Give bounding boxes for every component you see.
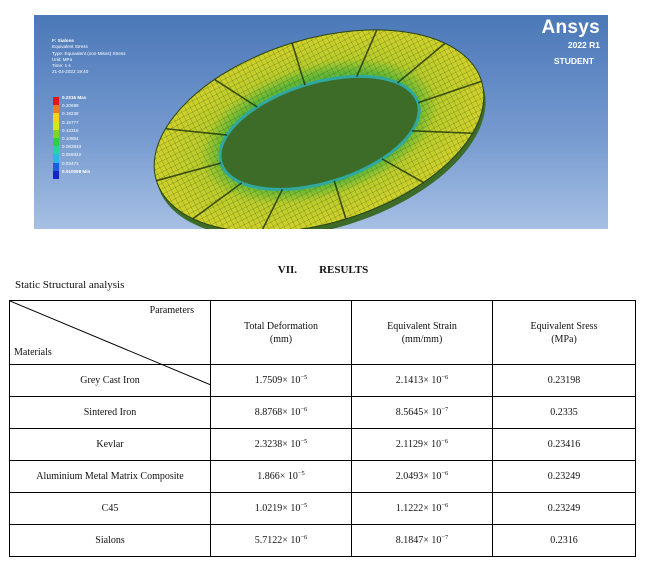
legend-swatch	[53, 97, 59, 105]
column-header-unit: (mm)	[269, 333, 293, 345]
material-name: Aluminium Metal Matrix Composite	[36, 471, 184, 482]
strain-cell	[352, 429, 493, 461]
stress-cell	[493, 525, 636, 557]
legend-swatch	[53, 122, 59, 130]
legend-swatch	[53, 105, 59, 113]
stress-value: 0.2335	[550, 407, 578, 418]
deformation-value: 1.866× 10	[257, 471, 298, 482]
material-name: Grey Cast Iron	[80, 375, 140, 386]
legend-swatch	[53, 138, 59, 146]
material-name: C45	[101, 503, 119, 514]
brand-edition: STUDENT	[553, 56, 594, 66]
brand-version: 2022 R1	[567, 40, 600, 50]
legend-swatch	[53, 146, 59, 154]
section-heading	[0, 264, 646, 276]
parameters-label: Parameters	[149, 305, 194, 316]
stress-cell	[493, 429, 636, 461]
column-header-line1: Equivalent Strain	[387, 320, 457, 332]
deformation-exponent: −5	[297, 470, 305, 477]
legend-swatch	[53, 171, 59, 179]
table-row	[10, 397, 636, 429]
results-table	[9, 300, 636, 557]
ansys-brand	[541, 17, 600, 66]
table-row	[10, 429, 636, 461]
deformation-value: 1.7509× 10	[254, 375, 301, 386]
strain-exponent: −6	[441, 438, 449, 445]
deformation-value: 2.3238× 10	[254, 439, 301, 450]
strain-value: 2.0493× 10	[395, 471, 442, 482]
result-info	[52, 38, 126, 76]
legend-label: 0.13316	[62, 127, 79, 133]
disc-ring	[130, 15, 511, 229]
deformation-exponent: −5	[300, 502, 308, 509]
column-header	[211, 301, 352, 365]
legend-label: 0.10854	[62, 135, 79, 141]
material-name: Sialons	[95, 535, 125, 546]
legend-label: 0.15777	[62, 119, 79, 125]
strain-exponent: −6	[441, 470, 449, 477]
deformation-cell	[211, 397, 352, 429]
stress-cell	[493, 365, 636, 397]
table-row	[10, 493, 636, 525]
strain-value: 2.1413× 10	[395, 375, 442, 386]
material-cell	[10, 397, 211, 429]
deformation-cell	[211, 365, 352, 397]
legend-label: 0.059322	[62, 152, 82, 158]
table-row	[10, 461, 636, 493]
strain-value: 1.1222× 10	[395, 503, 442, 514]
info-result: Equivalent Stress	[52, 44, 88, 50]
info-time: Time: 1 s	[52, 63, 71, 69]
stress-cell	[493, 461, 636, 493]
material-cell	[10, 493, 211, 525]
deformation-exponent: −6	[300, 406, 308, 413]
stress-value: 0.23249	[547, 471, 581, 482]
material-name: Kevlar	[96, 439, 124, 450]
legend-label: 0.20699	[62, 103, 79, 109]
legend-label: 0.010098 Min	[62, 168, 91, 174]
column-header	[352, 301, 493, 365]
ansys-result-figure	[34, 15, 608, 229]
legend-swatch	[53, 163, 59, 171]
legend-label: 0.18238	[62, 111, 79, 117]
stress-cell	[493, 493, 636, 525]
deformation-cell	[211, 525, 352, 557]
strain-exponent: −6	[441, 374, 449, 381]
deformation-exponent: −5	[300, 374, 308, 381]
strain-value: 2.1129× 10	[395, 439, 442, 450]
legend-swatch	[53, 130, 59, 138]
column-header-unit: (mm/mm)	[401, 333, 443, 345]
corner-header-cell	[10, 301, 211, 365]
deformation-exponent: −6	[300, 534, 308, 541]
strain-exponent: −7	[441, 534, 449, 541]
strain-cell	[352, 493, 493, 525]
strain-value: 8.5645× 10	[395, 407, 442, 418]
strain-exponent: −7	[441, 406, 449, 413]
column-header	[493, 301, 636, 365]
info-unit: Unit: MPa	[52, 56, 73, 62]
brand-logo: Ansys	[541, 17, 600, 38]
material-cell	[10, 461, 211, 493]
strain-exponent: −6	[441, 502, 449, 509]
subheading: Static Structural analysis	[15, 279, 125, 291]
material-name: Sintered Iron	[83, 407, 137, 418]
strain-cell	[352, 461, 493, 493]
legend-label: 0.083933	[62, 144, 82, 150]
strain-cell	[352, 397, 493, 429]
stress-value: 0.23416	[547, 439, 581, 450]
table-row	[10, 525, 636, 557]
legend-swatch	[53, 113, 59, 121]
deformation-cell	[211, 429, 352, 461]
stress-value: 0.23249	[547, 503, 581, 514]
deformation-cell	[211, 461, 352, 493]
strain-value: 8.1847× 10	[395, 535, 442, 546]
stress-value: 0.23198	[547, 375, 581, 386]
strain-cell	[352, 365, 493, 397]
legend-label: 0.03471	[62, 160, 79, 166]
materials-label: Materials	[14, 347, 52, 358]
info-title: F: Sialons	[52, 38, 74, 43]
material-cell	[10, 525, 211, 557]
section-title: RESULTS	[319, 264, 369, 276]
table-body	[10, 365, 636, 557]
deformation-value: 5.7122× 10	[254, 535, 301, 546]
info-date: 21-04-2022 19:40	[52, 69, 89, 75]
material-cell	[10, 429, 211, 461]
table-header-row	[10, 301, 636, 365]
deformation-exponent: −5	[300, 438, 308, 445]
legend-swatch	[53, 154, 59, 162]
section-number: VII.	[277, 264, 298, 276]
column-header-unit: (MPa)	[551, 333, 577, 345]
column-header-line1: Total Deformation	[244, 320, 318, 332]
deformation-value: 1.0219× 10	[254, 503, 301, 514]
column-header-line1: Equivalent Sress	[530, 320, 598, 332]
legend-label: 0.2316 Max	[62, 95, 87, 100]
stress-value: 0.2316	[550, 535, 578, 546]
deformation-value: 8.8768× 10	[254, 407, 301, 418]
strain-cell	[352, 525, 493, 557]
deformation-cell	[211, 493, 352, 525]
info-type: Type: Equivalent (von-Mises) Stress	[52, 50, 126, 56]
stress-cell	[493, 397, 636, 429]
